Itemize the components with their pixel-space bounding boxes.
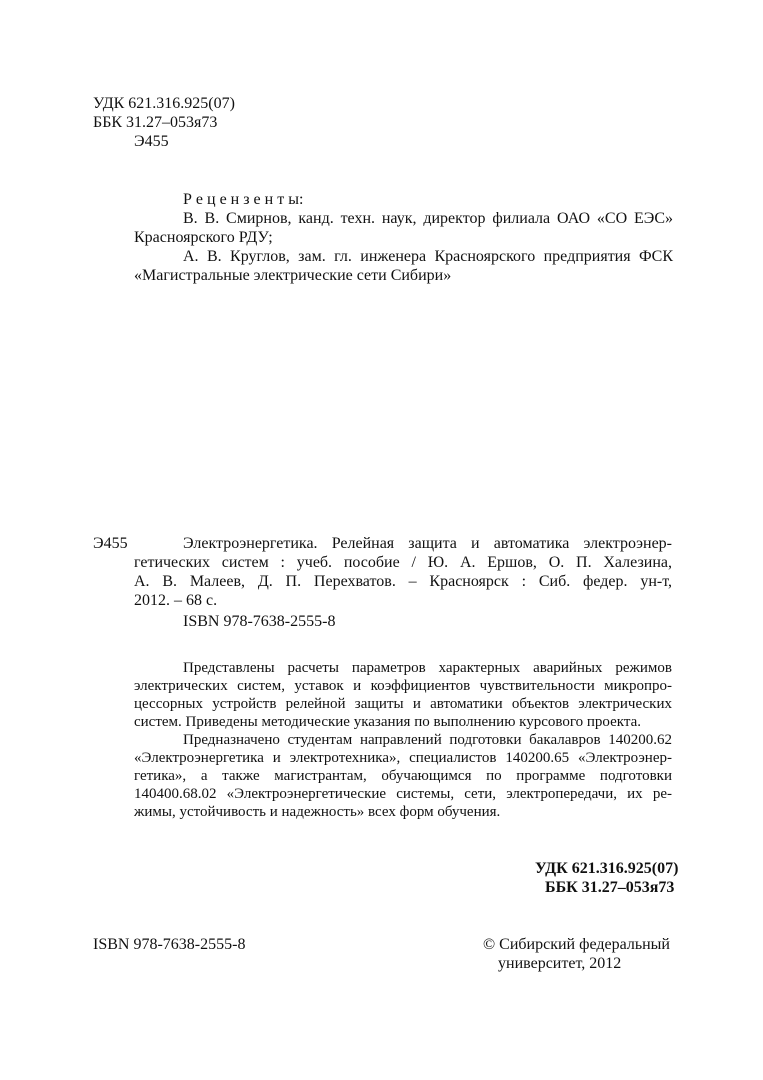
bbk-code: ББК 31.27–053я73: [93, 114, 218, 131]
catalog-line-2: гетических систем : учеб. пособие / Ю. А. Ершов, О. П. Халезина,: [134, 554, 672, 571]
copyright-line-1: © Сибирский федеральный: [483, 936, 670, 953]
udk-code: УДК 621.316.925(07): [93, 95, 235, 112]
catalog-line-3: А. В. Малеев, Д. П. Перехватов. – Красноярск : Сиб. федер. ун-т,: [134, 573, 672, 590]
catalog-isbn: ISBN 978-7638-2555-8: [183, 613, 336, 630]
abstract-p1-line-3: цессорных устройств релейной защиты и автоматики объектов электрических: [134, 696, 672, 712]
reviewer-2-line-1: А. В. Круглов, зам. гл. инженера Красноярского предприятия ФСК: [183, 248, 673, 265]
abstract-p1-line-4: систем. Приведены методические указания по выполнению курсового проекта.: [134, 714, 641, 730]
bottom-bbk-code: ББК 31.27–053я73: [545, 879, 675, 896]
abstract-p2-line-2: «Электроэнергетика и электротехника», специалистов 140200.65 «Электроэнер-: [134, 750, 672, 766]
reviewer-1-line-2: Красноярского РДУ;: [134, 229, 273, 246]
reviewer-1-line-1: В. В. Смирнов, канд. техн. наук, директор филиала ОАО «СО ЕЭС»: [183, 210, 673, 227]
reviewers-heading: Р е ц е н з е н т ы:: [183, 191, 304, 208]
abstract-p2-line-1: Предназначено студентам направлений подготовки бакалавров 140200.62: [183, 732, 672, 748]
abstract-p2-line-3: гетика», а также магистрантам, обучающимся по программе подготовки: [134, 768, 672, 784]
bottom-udk-code: УДК 621.316.925(07): [535, 860, 679, 877]
footer-isbn: ISBN 978-7638-2555-8: [93, 936, 246, 953]
catalog-code: Э455: [93, 535, 128, 552]
abstract-p1-line-1: Представлены расчеты параметров характерных аварийных режимов: [183, 660, 672, 676]
abstract-p1-line-2: электрических систем, уставок и коэффициентов чувствительности микропро-: [134, 678, 672, 694]
abstract-p2-line-4: 140400.68.02 «Электроэнергетические системы, сети, электропередачи, их ре-: [134, 786, 672, 802]
catalog-line-1: Электроэнергетика. Релейная защита и автоматика электроэнер-: [183, 535, 672, 552]
author-sign-code: Э455: [134, 133, 169, 150]
abstract-p2-line-5: жимы, устойчивость и надежность» всех форм обучения.: [134, 804, 501, 820]
reviewer-2-line-2: «Магистральные электрические сети Сибири»: [134, 267, 452, 284]
catalog-line-4: 2012. – 68 с.: [134, 592, 218, 609]
copyright-line-2: университет, 2012: [498, 955, 622, 972]
